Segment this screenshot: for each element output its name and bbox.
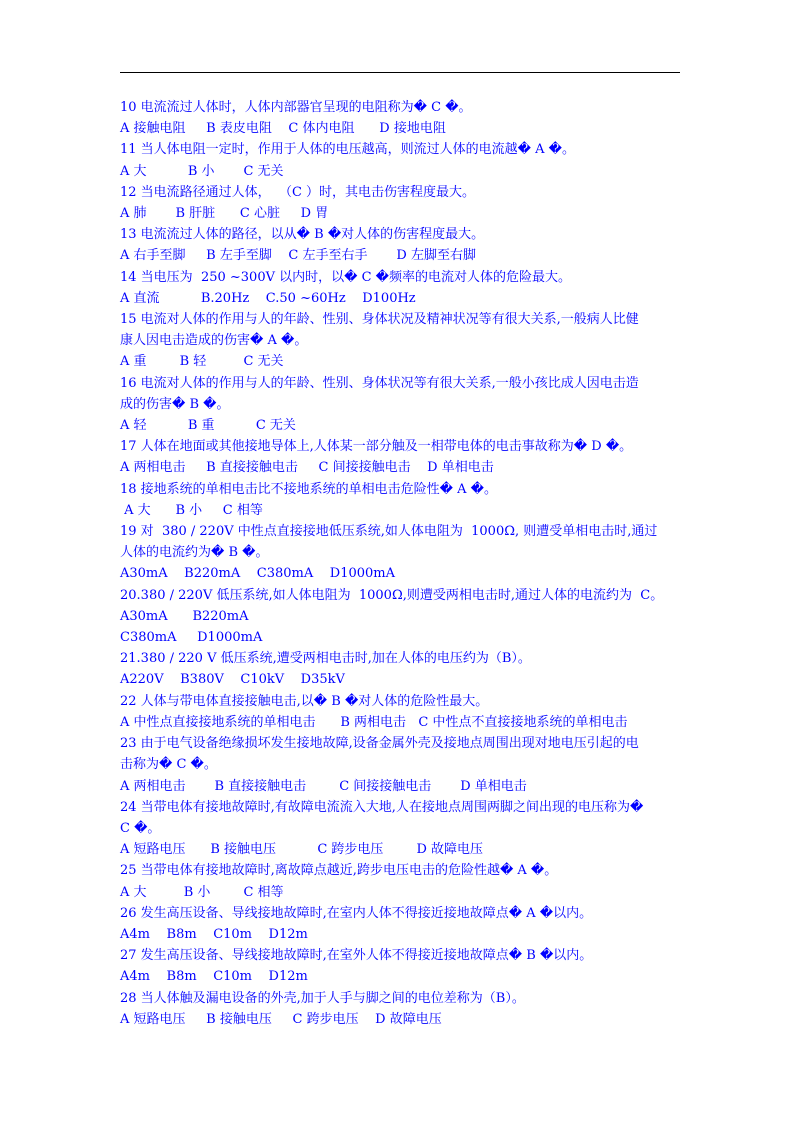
text-line: A 右手至脚 B 左手至脚 C 左手至右手 D 左脚至右脚 [120,248,476,264]
text-line: A 中性点直接接地系统的单相电击 B 两相电击 C 中性点不直接接地系统的单相电击 [120,714,628,730]
text-line: 康人因电击造成的伤害� A �。 [120,333,308,349]
text-line: A 轻 B 重 C 无关 [120,418,296,434]
text-line: 28 当人体触及漏电设备的外壳,加于人手与脚之间的电位差称为（B）。 [120,990,525,1006]
text-line: 11 当人体电阻一定时，作用于人体的电压越高，则流过人体的电流越� A �。 [120,142,575,158]
text-line: 25 当带电体有接地故障时,离故障点越近,跨步电压电击的危险性越� A �。 [120,863,558,879]
text-line: A 重 B 轻 C 无关 [120,354,284,370]
text-line: 15 电流对人体的作用与人的年龄、性别、身体状况及精神状况等有很大关系,一般病人比健 [120,312,639,328]
text-line: A 两相电击 B 直接接触电击 C 间接接触电击 D 单相电击 [120,460,494,476]
text-line: 18 接地系统的单相电击比不接地系统的单相电击危险性� A �。 [120,481,497,497]
text-line: 20.380 / 220V 低压系统,如人体电阻为 1000Ω,则遭受两相电击时,通过人体的电流约为 C。 [120,587,664,603]
text-line: 14 当电压为 250 ~300V 以内时，以� C �频率的电流对人体的危险最大。 [120,269,571,285]
text-line: 19 对 380 / 220V 中性点直接接地低压系统,如人体电阻为 1000Ω, 则遭受单相电击时,通过 [120,524,658,540]
text-line: C380mA D1000mA [120,630,263,646]
text-line: 人体的电流约为� B �。 [120,545,269,561]
text-line: A4m B8m C10m D12m [120,926,308,942]
text-line: A 接触电阻 B 表皮电阻 C 体内电阻 D 接地电阻 [120,121,446,137]
text-line: 26 发生高压设备、导线接地故障时,在室内人体不得接近接地故障点� A �以内。 [120,905,593,921]
text-line: A 大 B 小 C 相等 [120,884,284,900]
text-line: A 直流 B.20Hz C.50 ~60Hz D100Hz [120,290,416,306]
text-line: 13 电流流过人体的路径，以从� B �对人体的伤害程度最大。 [120,227,485,243]
question-list [120,97,690,1030]
text-line: A 两相电击 B 直接接触电击 C 间接接触电击 D 单相电击 [120,778,527,794]
text-line: 21.380 / 220 V 低压系统,遭受两相电击时,加在人体的电压约为（B）。 [120,651,531,667]
text-line: A 短路电压 B 接触电压 C 跨步电压 D 故障电压 [120,842,484,858]
text-line: 12 当电流路径通过人体， （C ）时，其电击伤害程度最大。 [120,184,476,200]
text-line: A 短路电压 B 接触电压 C 跨步电压 D 故障电压 [120,1011,442,1027]
text-line: A4m B8m C10m D12m [120,969,308,985]
text-line: 16 电流对人体的作用与人的年龄、性别、身体状况等有很大关系,一般小孩比成人因电击造 [120,375,639,391]
text-line: 24 当带电体有接地故障时,有故障电流流入大地,人在接地点周围两脚之间出现的电压称为� [120,799,644,815]
text-line: 22 人体与带电体直接接触电击,以� B �对人体的危险性最大。 [120,693,489,709]
header-rule [120,72,680,73]
text-line: A 大 B 小 C 无关 [120,163,284,179]
text-line: 23 由于电气设备绝缘损坏发生接地故障,设备金属外壳及接地点周围出现对地电压引起的电 [120,736,639,752]
text-line: A 肺 B 肝脏 C 心脏 D 胃 [120,206,329,222]
text-line: A30mA B220mA [120,608,249,624]
text-line: A 大 B 小 C 相等 [120,502,263,518]
text-line: 17 人体在地面或其他接地导体上,人体某一部分触及一相带电体的电击事故称为� D �。 [120,439,633,455]
text-line: A30mA B220mA C380mA D1000mA [120,566,396,582]
text-line: 10 电流流过人体时，人体内部器官呈现的电阻称为� C �。 [120,100,472,115]
text-line: C �。 [120,820,161,836]
text-line: 27 发生高压设备、导线接地故障时,在室外人体不得接近接地故障点� B �以内。 [120,948,593,964]
text-line: A220V B380V C10kV D35kV [120,672,345,688]
text-line: 成的伤害� B �。 [120,396,230,412]
text-line: 击称为� C �。 [120,757,217,773]
